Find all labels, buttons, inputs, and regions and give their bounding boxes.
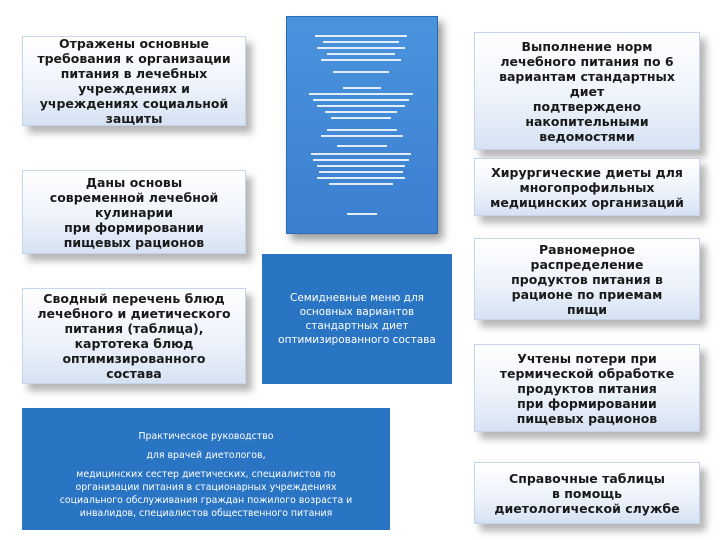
info-card-surgical-diets: Хирургические диеты для многопрофильных медицинских организаций bbox=[474, 158, 700, 216]
guide-title: Практическое руководство bbox=[138, 431, 274, 442]
info-card-thermal-losses: Учтены потери при термической обработке продуктов питания при формировании пищевых рационов bbox=[474, 344, 700, 432]
seven-day-menu-box: Семидневные меню для основных вариантов стандартных диет оптимизированного состава bbox=[262, 254, 452, 384]
info-card-culinary: Даны основы современной лечебной кулинарии при формировании пищевых рационов bbox=[22, 170, 246, 254]
guide-body: медицинских сестер диетических, специалистов по организации питания в стационарных учреждениях социального обслуживания граждан пожилого возраста и инвалидов, специалистов общественного питания bbox=[59, 469, 353, 519]
info-card-dish-list: Сводный перечень блюд лечебного и диетического питания (таблица), картотека блюд оптимизированного состава bbox=[22, 288, 246, 384]
info-card-reference-tables: Справочные таблицы в помощь диетологической службе bbox=[474, 462, 700, 524]
guide-subtitle: для врачей диетологов, bbox=[146, 450, 266, 461]
practical-guide-box bbox=[22, 408, 390, 530]
info-card-distribution: Равномерное распределение продуктов питания в рационе по приемам пищи bbox=[474, 238, 700, 320]
book-cover-image bbox=[286, 16, 438, 234]
info-card-diet-norms: Выполнение норм лечебного питания по 6 вариантам стандартных диет подтверждено накопительными ведомостями bbox=[474, 32, 700, 150]
info-card-requirements: Отражены основные требования к организации питания в лечебных учреждениях и учреждениях социальной защиты bbox=[22, 36, 246, 126]
